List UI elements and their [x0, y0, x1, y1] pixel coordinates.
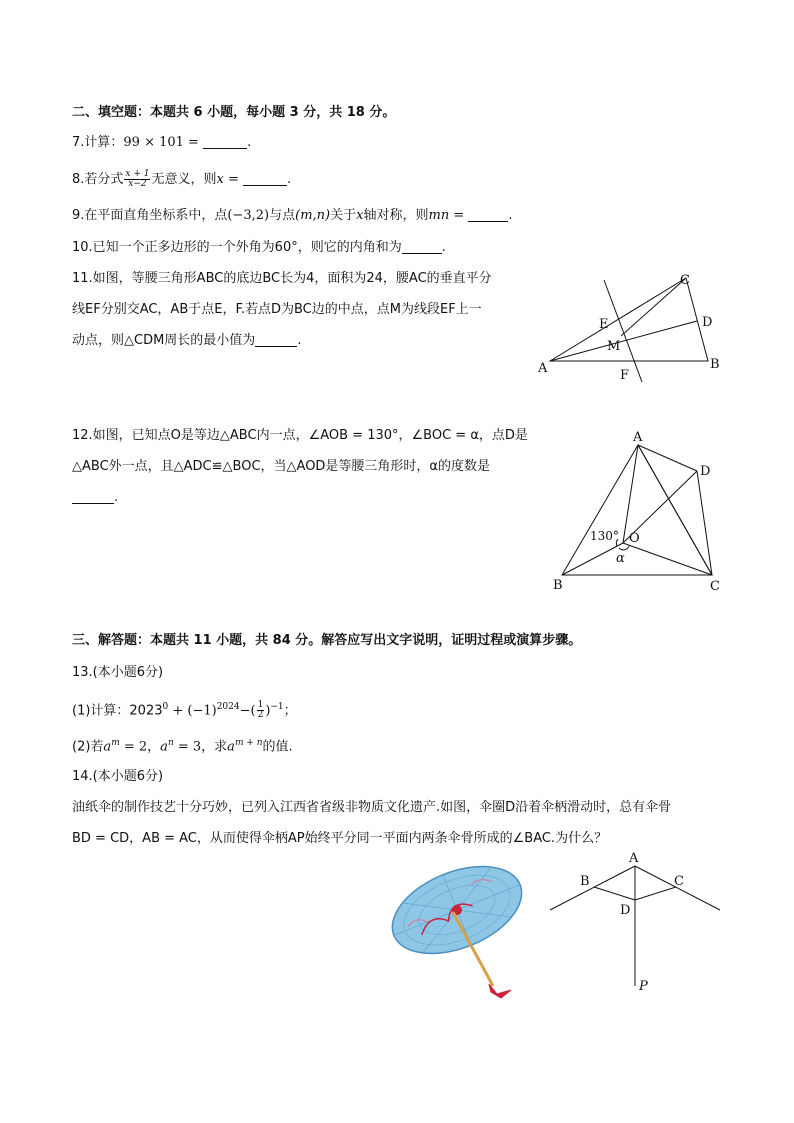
q13-p1-text-e: ； — [283, 703, 297, 719]
q12-line-ao — [623, 445, 638, 543]
q11-triangle-abc — [550, 278, 708, 361]
q13-p1-exp-2: −1 — [270, 702, 284, 712]
section-3-header: 三、解答题：本题共 11 小题，共 84 分。解答应写出文字说明，证明过程或演算步骤。 — [72, 633, 582, 648]
q13-p2-base-1: a — [103, 739, 112, 755]
q12-label-c: C — [710, 579, 720, 593]
q13-p2-text-b: = 2， — [119, 739, 161, 755]
q9-axis: x — [356, 208, 364, 223]
q11-line-2: 线EF分别交AC，AB于点E，F.若点D为BC边的中点，点M为线段EF上一 — [72, 302, 482, 317]
q12-label-o: O — [629, 531, 640, 546]
q8-fraction — [124, 170, 150, 189]
q8-answer-blank[interactable] — [243, 173, 287, 186]
q8-var: x — [216, 172, 224, 187]
q8-end: . — [287, 172, 292, 187]
q11-line-ad — [550, 321, 697, 361]
q7-expression: 99 × 101 = — [123, 135, 199, 150]
q10-answer-blank[interactable] — [402, 241, 442, 254]
q13-p1-frac-den: 2 — [257, 710, 264, 721]
q14-label-a: A — [629, 851, 639, 866]
q12-line-ad — [638, 445, 697, 471]
question-8 — [72, 170, 291, 189]
q13-part-2 — [72, 734, 293, 756]
q13-p1-text-c: −( — [239, 703, 256, 719]
q9-point-2: (m,n) — [295, 208, 331, 223]
q12-line-1: 12.如图，已知点O是等边△ABC内一点，∠AOB = 130°，∠BOC = α，点D是 — [72, 428, 528, 443]
q14-strut-cd — [635, 887, 676, 900]
q12-answer-blank[interactable] — [72, 491, 114, 504]
q11-label-e: E — [599, 317, 609, 332]
q11-label-f: F — [620, 368, 630, 383]
q12-label-a: A — [633, 430, 643, 445]
q13-title: 13.(本小题6分) — [72, 665, 164, 680]
q8-eq: = — [223, 172, 244, 187]
q11-triangle-figure — [530, 268, 730, 386]
q13-p2-base-2: a — [160, 739, 168, 755]
q14-label-c: C — [674, 874, 684, 889]
q11-label-c: C — [680, 273, 690, 288]
q14-label-p: P — [639, 979, 648, 994]
q11-line-mc — [621, 278, 686, 336]
q8-numerator: x + 1 — [125, 169, 150, 179]
q10-text: 10.已知一个正多边形的一个外角为60°，则它的内角和为 — [72, 240, 402, 255]
q10-end: . — [441, 240, 446, 255]
q11-line-1: 11.如图，等腰三角形ABC的底边BC长为4，面积为24，腰AC的垂直平分 — [72, 271, 492, 286]
q13-p1-fraction — [257, 701, 265, 720]
q13-p1-text-d: ) — [265, 703, 271, 719]
q13-p1-text-a: (1)计算：2023 — [72, 703, 163, 719]
q9-text-a: 与点 — [269, 208, 296, 223]
question-9 — [72, 207, 513, 225]
question-10 — [72, 239, 446, 257]
q7-prefix: 7.计算： — [72, 135, 124, 150]
q8-prefix: 8.若分式 — [72, 172, 124, 187]
q12-line-3 — [72, 489, 118, 507]
q13-p1-exp-0: 0 — [162, 702, 169, 712]
q12-label-alpha: α — [616, 551, 625, 566]
q14-title: 14.(本小题6分) — [72, 769, 164, 784]
q11-label-d: D — [702, 315, 713, 330]
q8-mid: 无意义，则 — [151, 172, 217, 187]
q9-text-b: 关于 — [330, 208, 357, 223]
section-2-header: 二、填空题：本题共 6 小题，每小题 3 分，共 18 分。 — [72, 105, 396, 120]
q13-p2-text-a: (2)若 — [72, 739, 104, 755]
q11-label-m: M — [607, 339, 621, 354]
q11-label-b: B — [710, 357, 720, 372]
q13-p2-base-3: a — [227, 739, 235, 755]
q11-answer-blank[interactable] — [255, 334, 297, 347]
q13-p1-exp-1: 2024 — [216, 702, 240, 712]
q13-p1-frac-num: 1 — [257, 700, 264, 711]
q14-line-1: 油纸伞的制作技艺十分巧妙，已列入江西省省级非物质文化遗产.如图，伞圈D沿着伞柄滑动时，总有伞骨 — [72, 800, 672, 815]
q12-triangle-abc — [562, 445, 712, 575]
q13-p2-text-c: = 3，求 — [173, 739, 228, 755]
q11-end: . — [297, 333, 302, 348]
q14-umbrella-diagram — [540, 848, 730, 996]
q12-triangle-figure — [545, 425, 735, 593]
q12-end: . — [114, 490, 119, 505]
q11-label-a: A — [538, 361, 548, 376]
q12-label-d: D — [700, 464, 711, 479]
q9-text-c: 轴对称，则 — [363, 208, 429, 223]
q12-angle-alpha-arc — [619, 546, 629, 550]
q9-answer-blank[interactable] — [468, 209, 508, 222]
q14-label-d: D — [620, 903, 631, 918]
q13-p2-exp-n: n — [167, 738, 174, 748]
q12-line-2: △ABC外一点，且△ADC≌△BOC，当△AOD是等腰三角形时，α的度数是 — [72, 459, 490, 474]
oil-paper-umbrella-image — [385, 862, 530, 1002]
q13-p2-exp-mn: m + n — [234, 738, 263, 748]
q11-line-3 — [72, 332, 301, 350]
q9-point-1: (−3,2) — [227, 208, 270, 223]
umbrella-canopy — [385, 862, 530, 971]
q14-strut-bd — [594, 887, 635, 900]
q11-line-3-text: 动点，则△CDM周长的最小值为 — [72, 333, 256, 348]
q14-line-2: BD = CD，AB = AC，从而使得伞柄AP始终平分同一平面内两条伞骨所成的∠BAC.为什么？ — [72, 831, 608, 846]
q12-label-130: 130° — [590, 529, 619, 543]
q9-product: mn — [428, 208, 450, 223]
q7-end: . — [247, 135, 252, 150]
q13-p1-text-b: + (−1) — [168, 703, 217, 719]
q12-line-oc — [623, 543, 712, 575]
q12-line-dc — [697, 471, 712, 575]
q9-end: . — [508, 208, 513, 223]
q9-eq: = — [449, 208, 469, 223]
q9-prefix: 9.在平面直角坐标系中，点 — [72, 208, 228, 223]
q13-p2-text-d: 的值. — [262, 739, 293, 755]
q7-answer-blank[interactable] — [203, 136, 247, 149]
q13-part-1 — [72, 698, 297, 720]
question-7 — [72, 134, 251, 152]
q12-label-b: B — [553, 578, 563, 593]
q13-p2-exp-m: m — [111, 738, 120, 748]
q14-label-b: B — [580, 874, 590, 889]
q11-line-ef — [604, 280, 642, 382]
q8-denominator: x−2 — [128, 179, 147, 189]
